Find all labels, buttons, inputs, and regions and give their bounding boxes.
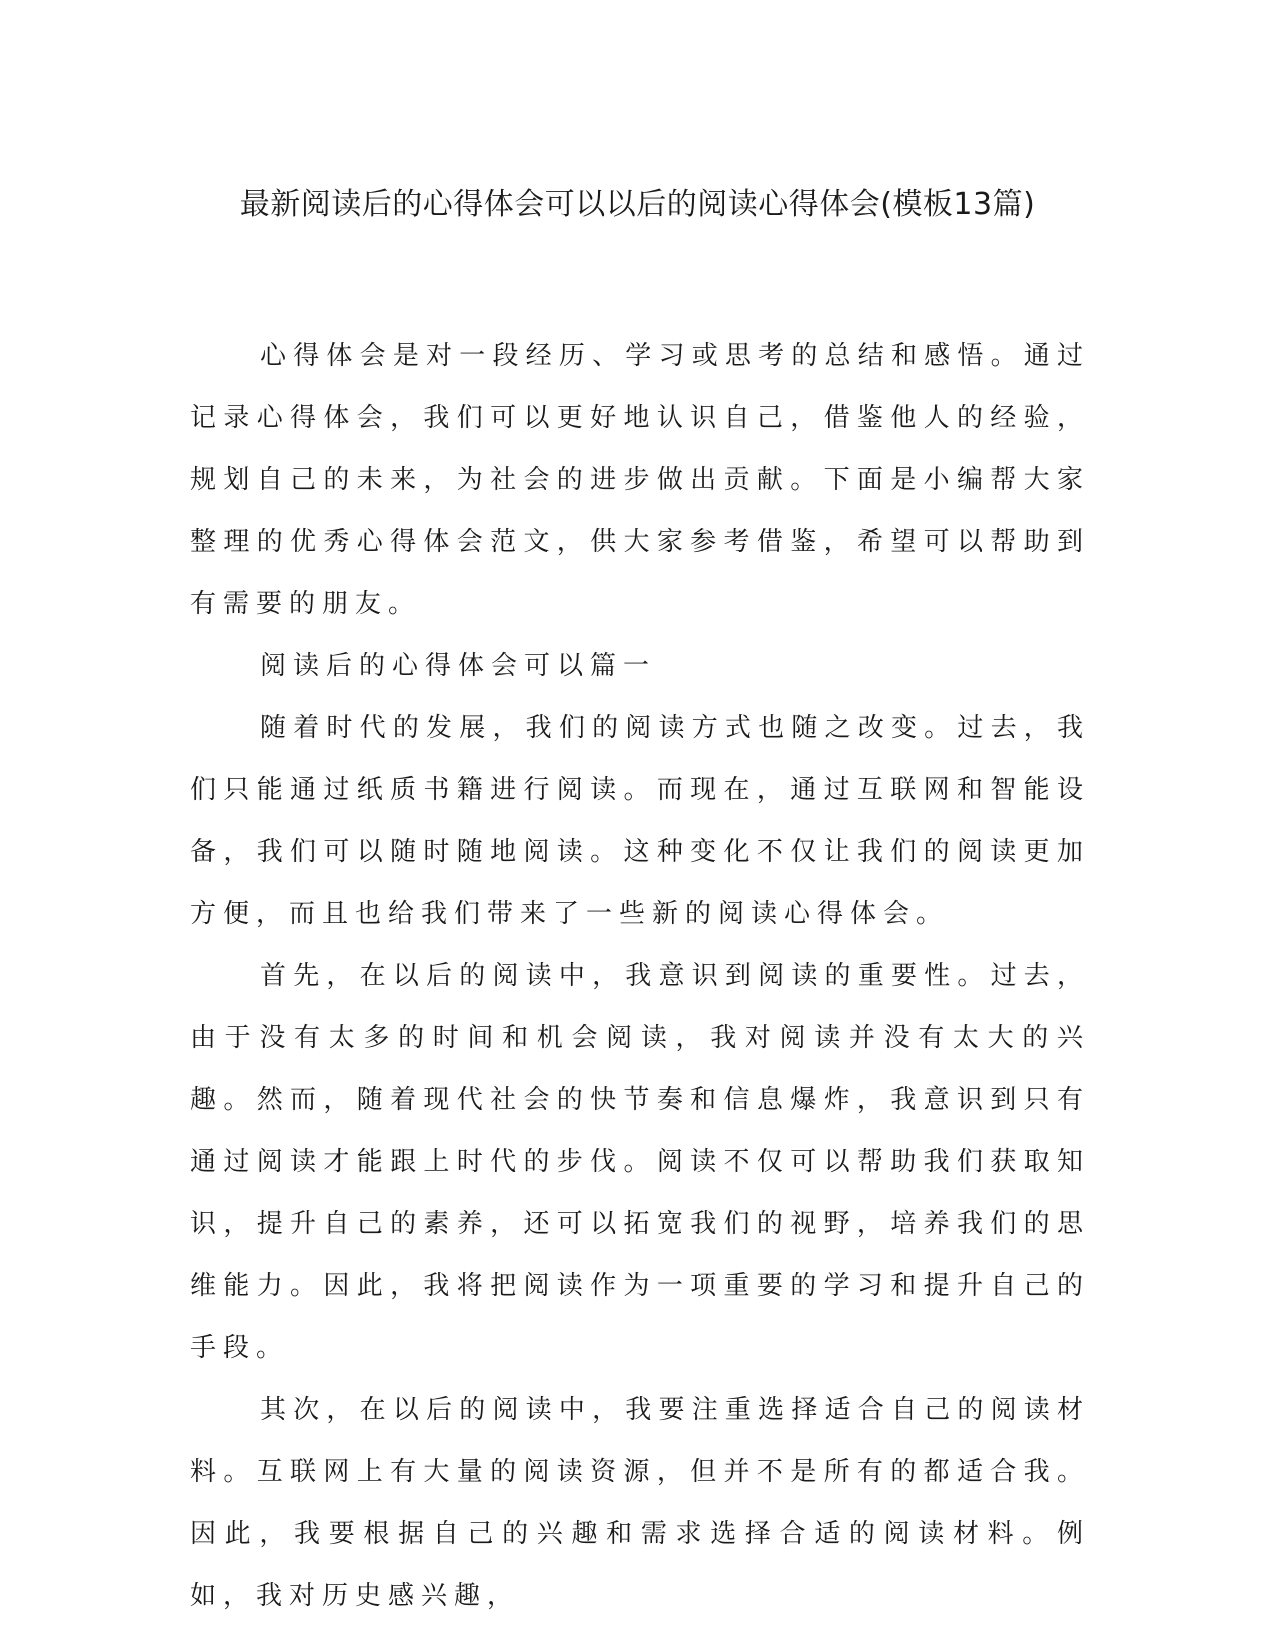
body-paragraph: 其次，在以后的阅读中，我要注重选择适合自己的阅读材料。互联网上有大量的阅读资源，但并不是所有的都适合我。因此，我要根据自己的兴趣和需求选择合适的阅读材料。例如，我对历史感兴趣，: [190, 1395, 1090, 1611]
document-title: 最新阅读后的心得体会可以以后的阅读心得体会(模板13篇): [239, 187, 1036, 222]
body-paragraph: 随着时代的发展，我们的阅读方式也随之改变。过去，我们只能通过纸质书籍进行阅读。而现在，通过互联网和智能设备，我们可以随时随地阅读。这种变化不仅让我们的阅读更加方便，而且也给我们带来了一些新的阅读心得体会。: [190, 713, 1090, 929]
body-paragraph: 首先，在以后的阅读中，我意识到阅读的重要性。过去，由于没有太多的时间和机会阅读，我对阅读并没有太大的兴趣。然而，随着现代社会的快节奏和信息爆炸，我意识到只有通过阅读才能跟上时代的步伐。阅读不仅可以帮助我们获取知识，提升自己的素养，还可以拓宽我们的视野，培养我们的思维能力。因此，我将把阅读作为一项重要的学习和提升自己的手段。: [190, 961, 1090, 1363]
intro-paragraph: 心得体会是对一段经历、学习或思考的总结和感悟。通过记录心得体会，我们可以更好地认识自己，借鉴他人的经验，规划自己的未来，为社会的进步做出贡献。下面是小编帮大家整理的优秀心得体会范文，供大家参考借鉴，希望可以帮助到有需要的朋友。: [190, 341, 1090, 619]
section-heading: 阅读后的心得体会可以篇一: [260, 651, 657, 681]
document-body: [190, 325, 1090, 1627]
